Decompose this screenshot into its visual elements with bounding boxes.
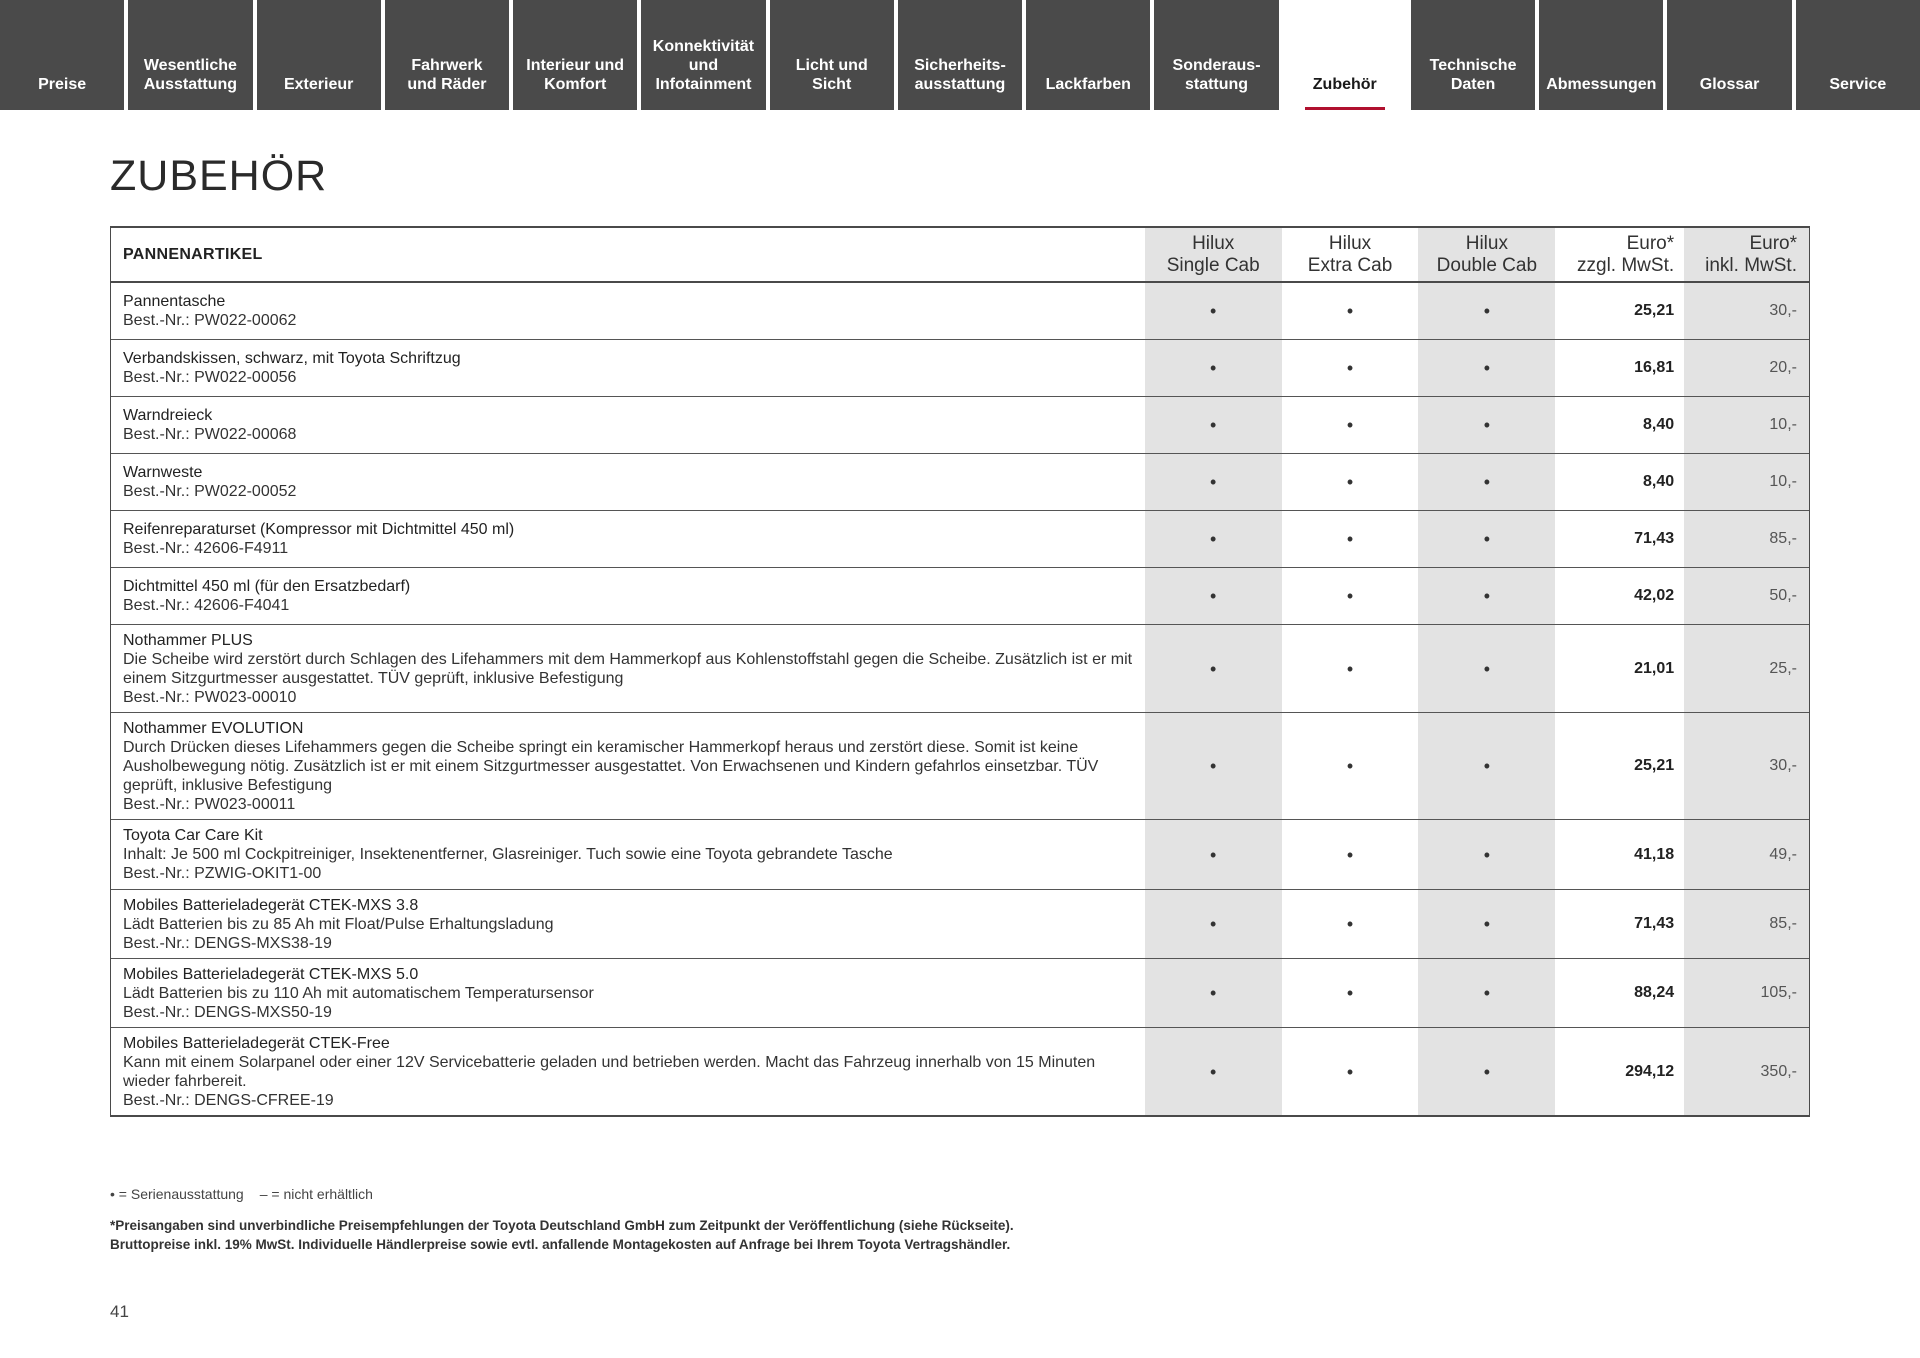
item-part-number: Best.-Nr.: PW022-00062: [123, 312, 297, 329]
extra-cab-cell: [1282, 454, 1419, 510]
top-navigation: [0, 0, 1920, 110]
item-name: Pannentasche: [123, 293, 226, 310]
table-row: [111, 959, 1809, 1028]
legend-not-available: – = nicht erhältlich: [259, 1186, 373, 1202]
extra-cab-cell: [1282, 625, 1419, 712]
footnote-line-1: *Preisangaben sind unverbindliche Preisempfehlungen der Toyota Deutschland GmbH zum Zeitpunkt der Veröffentlichung (siehe Rückseite).: [110, 1218, 1014, 1233]
double-cab-availability: •: [1483, 301, 1490, 321]
price-net: 41,18: [1634, 845, 1675, 863]
single-cab-cell: [1145, 713, 1282, 819]
table-row: [111, 568, 1809, 625]
table-row: [111, 283, 1809, 340]
table-row: [111, 397, 1809, 454]
double-cab-availability: •: [1483, 914, 1490, 934]
double-cab-cell: [1418, 454, 1555, 510]
item-name: Toyota Car Care Kit: [123, 827, 263, 844]
item-description: Inhalt: Je 500 ml Cockpitreiniger, Insektenentferner, Glasreiniger. Tuch sowie eine Toyota gebrandete Tasche: [123, 846, 893, 863]
extra-cab-availability: •: [1346, 358, 1354, 378]
extra-cab-cell: [1282, 1028, 1419, 1115]
table-row: [111, 820, 1809, 890]
single-cab-cell: [1145, 1028, 1282, 1115]
double-cab-availability: •: [1483, 1061, 1490, 1082]
item-description-cell: [111, 340, 1145, 396]
price-gross: 30,-: [1684, 713, 1809, 819]
table-row: [111, 340, 1809, 397]
tab-interieur-und-komfort[interactable]: Interieur und Komfort: [513, 0, 637, 110]
item-description-cell: [111, 397, 1145, 453]
double-cab-availability: •: [1483, 844, 1490, 865]
extra-cab-availability: •: [1346, 983, 1354, 1003]
single-cab-availability: •: [1210, 529, 1217, 549]
double-cab-cell: [1418, 625, 1555, 712]
item-part-number: Best.-Nr.: 42606-F4041: [123, 597, 290, 614]
item-description: Lädt Batterien bis zu 85 Ah mit Float/Pulse Erhaltungsladung: [123, 915, 554, 933]
single-cab-availability: •: [1210, 472, 1217, 492]
extra-cab-cell: [1282, 820, 1419, 889]
item-part-number: Best.-Nr.: PW022-00068: [123, 426, 297, 443]
item-name: Mobiles Batterieladegerät CTEK-MXS 3.8: [123, 896, 419, 914]
footnote-line-2: Bruttopreise inkl. 19% MwSt. Individuelle Händlerpreise sowie evtl. anfallende Montagekosten auf Anfrage bei Ihrem Toyota Vertragshändler.: [110, 1237, 1011, 1252]
item-name: Mobiles Batterieladegerät CTEK-MXS 5.0: [123, 965, 419, 983]
item-name: Mobiles Batterieladegerät CTEK-Free: [123, 1034, 390, 1052]
price-net: 71,43: [1634, 530, 1675, 547]
extra-cab-availability: •: [1346, 914, 1354, 934]
price-net: 71,43: [1634, 915, 1675, 932]
item-name: Nothammer PLUS: [123, 631, 253, 649]
single-cab-cell: [1145, 397, 1282, 453]
extra-cab-availability: •: [1346, 301, 1354, 321]
item-part-number: Best.-Nr.: PW023-00011: [123, 795, 296, 813]
legend: [110, 1186, 373, 1202]
double-cab-availability: •: [1483, 358, 1490, 378]
item-description-cell: [111, 511, 1145, 567]
table-row: [111, 1028, 1809, 1115]
tab-zubehoer[interactable]: Zubehör: [1283, 0, 1407, 110]
extra-cab-cell: [1282, 890, 1419, 958]
single-cab-cell: [1145, 959, 1282, 1027]
double-cab-availability: •: [1483, 472, 1490, 492]
single-cab-cell: [1145, 625, 1282, 712]
price-net: 88,24: [1634, 984, 1675, 1001]
item-description-cell: [111, 959, 1145, 1027]
single-cab-availability: •: [1210, 586, 1217, 606]
table-row: [111, 511, 1809, 568]
price-net: 294,12: [1625, 1062, 1675, 1080]
item-description-cell: [111, 454, 1145, 510]
item-name: Verbandskissen, schwarz, mit Toyota Schriftzug: [123, 350, 461, 367]
double-cab-cell: [1418, 820, 1555, 889]
single-cab-cell: [1145, 454, 1282, 510]
item-part-number: Best.-Nr.: DENGS-MXS50-19: [123, 1003, 332, 1021]
price-gross: 10,-: [1684, 397, 1809, 453]
double-cab-availability: •: [1483, 415, 1490, 435]
page-number: 41: [110, 1302, 129, 1321]
tab-technische-daten[interactable]: Technische Daten: [1411, 0, 1535, 110]
double-cab-cell: [1418, 568, 1555, 624]
header-price-gross: Euro* inkl. MwSt.: [1684, 228, 1809, 281]
item-part-number: Best.-Nr.: DENGS-CFREE-19: [123, 1091, 334, 1109]
extra-cab-cell: [1282, 283, 1419, 339]
price-gross: 105,-: [1684, 959, 1809, 1027]
double-cab-cell: [1418, 890, 1555, 958]
item-description-cell: [111, 568, 1145, 624]
price-gross: 49,-: [1684, 820, 1809, 889]
tab-fahrwerk-und-raeder[interactable]: Fahrwerk und Räder: [385, 0, 509, 110]
single-cab-cell: [1145, 511, 1282, 567]
double-cab-availability: •: [1483, 983, 1490, 1003]
single-cab-availability: •: [1210, 415, 1217, 435]
price-net: 25,21: [1634, 302, 1675, 319]
double-cab-cell: [1418, 1028, 1555, 1115]
extra-cab-availability: •: [1346, 529, 1354, 549]
extra-cab-cell: [1282, 713, 1419, 819]
item-description-cell: [111, 283, 1145, 339]
tab-sonderausstattung[interactable]: Sonderaus- stattung: [1154, 0, 1278, 110]
single-cab-availability: •: [1210, 844, 1217, 865]
legend-standard: • = Serienausstattung: [110, 1186, 244, 1202]
single-cab-availability: •: [1210, 983, 1217, 1003]
single-cab-cell: [1145, 568, 1282, 624]
double-cab-cell: [1418, 283, 1555, 339]
double-cab-availability: •: [1483, 529, 1490, 549]
item-name: Nothammer EVOLUTION: [123, 719, 304, 737]
price-net: 21,01: [1634, 659, 1675, 677]
price-gross: 30,-: [1684, 283, 1809, 339]
price-footnote: [110, 1216, 1310, 1254]
tab-wesentliche-ausstattung[interactable]: Wesentliche Ausstattung: [128, 0, 252, 110]
item-part-number: Best.-Nr.: PZWIG-OKIT1-00: [123, 865, 322, 882]
table-row: [111, 625, 1809, 713]
single-cab-cell: [1145, 890, 1282, 958]
table-row: [111, 454, 1809, 511]
tab-preise[interactable]: Preise: [0, 0, 124, 110]
double-cab-availability: •: [1483, 756, 1490, 776]
tab-konnektivitaet-und-infotainment[interactable]: Konnektivität und Infotainment: [641, 0, 765, 110]
extra-cab-cell: [1282, 568, 1419, 624]
double-cab-cell: [1418, 511, 1555, 567]
single-cab-cell: [1145, 340, 1282, 396]
price-gross: 85,-: [1684, 511, 1809, 567]
single-cab-availability: •: [1210, 358, 1217, 378]
single-cab-cell: [1145, 283, 1282, 339]
tab-sicherheitsausstattung[interactable]: Sicherheits- ausstattung: [898, 0, 1022, 110]
item-description: Die Scheibe wird zerstört durch Schlagen des Lifehammers mit dem Hammerkopf aus Kohlenstoffstahl gegen die Scheibe. Zusätzlich ist er mit einem Sitzgurtmesser ausgestattet. TÜV geprüft, inklusive Befestigung: [123, 650, 1133, 687]
price-gross: 50,-: [1684, 568, 1809, 624]
tab-service[interactable]: Service: [1796, 0, 1920, 110]
double-cab-availability: •: [1483, 658, 1490, 679]
header-single-cab: Hilux Single Cab: [1145, 228, 1282, 281]
price-net: 42,02: [1634, 587, 1675, 604]
item-name: Dichtmittel 450 ml (für den Ersatzbedarf): [123, 578, 411, 595]
page-title: ZUBEHÖR: [110, 152, 328, 200]
item-name: Warndreieck: [123, 407, 213, 424]
double-cab-cell: [1418, 397, 1555, 453]
header-section: PANNENARTIKEL: [123, 246, 263, 263]
accessories-table: [110, 226, 1810, 1117]
item-name: Warnweste: [123, 464, 203, 481]
single-cab-cell: [1145, 820, 1282, 889]
item-description-cell: [111, 625, 1145, 712]
extra-cab-availability: •: [1346, 844, 1354, 865]
header-double-cab: Hilux Double Cab: [1418, 228, 1555, 281]
item-part-number: Best.-Nr.: PW022-00056: [123, 369, 297, 386]
item-description-cell: [111, 713, 1145, 819]
extra-cab-availability: •: [1346, 415, 1354, 435]
extra-cab-availability: •: [1346, 586, 1354, 606]
item-description-cell: [111, 890, 1145, 958]
tab-lackfarben[interactable]: Lackfarben: [1026, 0, 1150, 110]
price-net: 8,40: [1642, 416, 1675, 433]
single-cab-availability: •: [1210, 301, 1217, 321]
header-price-net: Euro* zzgl. MwSt.: [1577, 232, 1675, 276]
extra-cab-cell: [1282, 511, 1419, 567]
header-extra-cab: Hilux Extra Cab: [1307, 232, 1393, 276]
price-gross: 85,-: [1684, 890, 1809, 958]
item-description-cell: [111, 820, 1145, 889]
price-gross: 350,-: [1684, 1028, 1809, 1115]
extra-cab-cell: [1282, 959, 1419, 1027]
tab-abmessungen[interactable]: Abmessungen: [1539, 0, 1663, 110]
table-row: [111, 890, 1809, 959]
item-description: Durch Drücken dieses Lifehammers gegen die Scheibe springt ein keramischer Hammerkopf heraus und zerstört diese. Somit ist keine Ausholbewegung nötig. Zusätzlich ist er mit einem Sitzgurtmesser ausgestattet. Von Erwachsenen und Kindern gefahrlos einsetzbar. TÜV geprüft, inklusive Befestigung: [123, 738, 1099, 794]
double-cab-cell: [1418, 959, 1555, 1027]
single-cab-availability: •: [1210, 914, 1217, 934]
item-part-number: Best.-Nr.: PW023-00010: [123, 688, 297, 706]
price-gross: 25,-: [1684, 625, 1809, 712]
tab-glossar[interactable]: Glossar: [1667, 0, 1791, 110]
item-name: Reifenreparaturset (Kompressor mit Dichtmittel 450 ml): [123, 521, 515, 538]
tab-exterieur[interactable]: Exterieur: [257, 0, 381, 110]
double-cab-availability: •: [1483, 586, 1490, 606]
price-net: 16,81: [1634, 359, 1675, 376]
item-part-number: Best.-Nr.: DENGS-MXS38-19: [123, 934, 332, 952]
extra-cab-availability: •: [1346, 658, 1354, 679]
price-net: 8,40: [1642, 473, 1675, 490]
price-gross: 20,-: [1684, 340, 1809, 396]
table-header-row: [111, 228, 1809, 283]
item-description: Kann mit einem Solarpanel oder einer 12V Servicebatterie geladen und betrieben werden. Macht das Fahrzeug innerhalb von 15 Minuten wieder fahrbereit.: [123, 1053, 1096, 1090]
item-part-number: Best.-Nr.: 42606-F4911: [123, 540, 289, 557]
single-cab-availability: •: [1210, 1061, 1217, 1082]
item-part-number: Best.-Nr.: PW022-00052: [123, 483, 297, 500]
extra-cab-cell: [1282, 340, 1419, 396]
item-description-cell: [111, 1028, 1145, 1115]
single-cab-availability: •: [1210, 658, 1217, 679]
price-net: 25,21: [1634, 757, 1675, 774]
item-description: Lädt Batterien bis zu 110 Ah mit automatischem Temperatursensor: [123, 984, 594, 1002]
double-cab-cell: [1418, 713, 1555, 819]
price-gross: 10,-: [1684, 454, 1809, 510]
table-row: [111, 713, 1809, 820]
single-cab-availability: •: [1210, 756, 1217, 776]
extra-cab-availability: •: [1346, 472, 1354, 492]
tab-licht-und-sicht[interactable]: Licht und Sicht: [770, 0, 894, 110]
double-cab-cell: [1418, 340, 1555, 396]
extra-cab-availability: •: [1346, 756, 1354, 776]
extra-cab-cell: [1282, 397, 1419, 453]
extra-cab-availability: •: [1346, 1061, 1354, 1082]
